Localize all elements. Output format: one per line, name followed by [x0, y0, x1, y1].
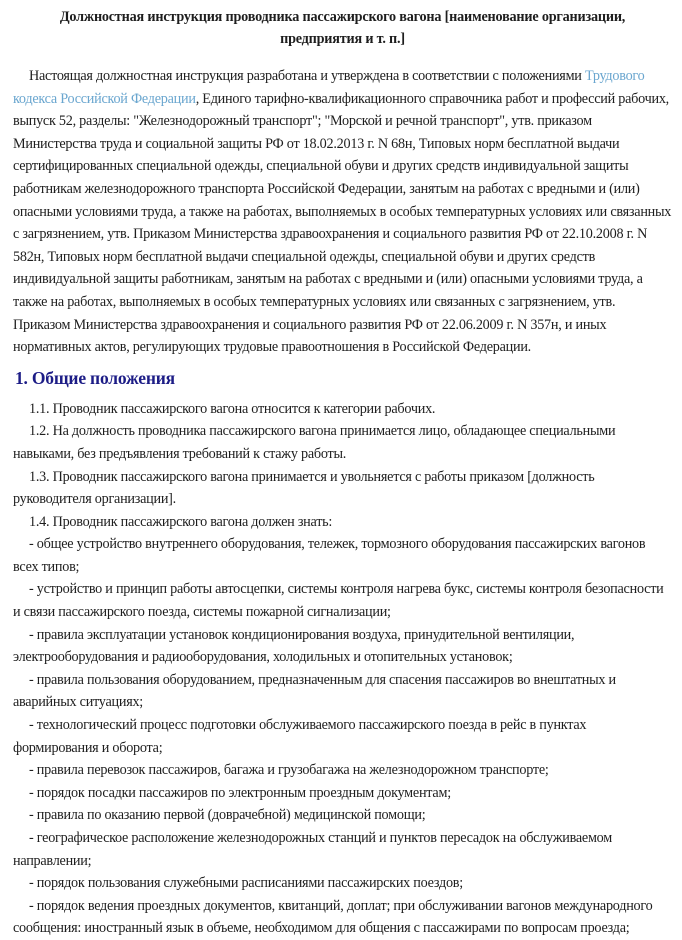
intro-text-before-link: Настоящая должностная инструкция разработана и утверждена в соответствии с положениями	[29, 68, 585, 84]
labor-code-link[interactable]: Трудового кодекса Российской Федерации	[13, 68, 645, 107]
section-heading-general-provisions: 1. Общие положения	[15, 367, 175, 388]
intro-text-after-link: , Единого тарифно-квалификационного справочника работ и профессий рабочих, выпуск 52, разделы: "Железнодорожный транспорт"; "Морской и речной транспорт", утв. приказом Министерства труда и социальной защиты РФ от 18.02.2013 г. N 68н, Типовых норм бесплатной выдачи сертифицированных специальной одежды, специальной обуви и других средств индивидуальной защиты работникам железнодорожного транспорта Российской Федерации, занятым на работах с вредными и (или) опасными условиями труда, а также на работах, выполняемых в особых температурных условиях или связанных с загрязнением, утв. Приказом Министерства здравоохранения и социального развития РФ от 22.10.2008 г. N 582н, Типовых норм бесплатной выдачи специальной одежды, специальной обуви и других средств индивидуальной защиты работникам, занятым на работах с вредными и (или) опасными условиями труда, а также на работах, выполняемых в особых температурных условиях или связанных с загрязнением, утв. Приказом Министерства здравоохранения и социального развития РФ от 22.06.2009 г. N 357н, и иных нормативных актов, регулирующих трудовые правоотношения в Российской Федерации.	[13, 90, 672, 356]
knowledge-item: - общее устройство внутреннего оборудования, тележек, тормозного оборудования пассажирских вагонов всех типов;	[13, 536, 646, 575]
knowledge-item: - правила эксплуатации установок кондиционирования воздуха, принудительной вентиляции, электрооборудования и радиооборудования, холодильных и отопительных установок;	[13, 626, 575, 666]
knowledge-item: - правила пользования оборудованием, предназначенным для спасения пассажиров во внештатных и аварийных ситуациях;	[13, 671, 616, 711]
clause-1-2: 1.2. На должность проводника пассажирского вагона принимается лицо, обладающее специальными навыками, без предъявления требований к стажу работы.	[13, 423, 616, 462]
document-title: Должностная инструкция проводника пассажирского вагона [наименование организации, предприятия и т. п.]	[59, 9, 626, 47]
knowledge-item: - устройство и принцип работы автосцепки, системы контроля нагрева букс, системы контроля безопасности и связи пассажирского поезда, системы пожарной сигнализации;	[13, 581, 664, 621]
knowledge-item: - географическое расположение железнодорожных станций и пунктов пересадок на обслуживаемом направлении;	[13, 830, 612, 869]
clause-1-4: 1.4. Проводник пассажирского вагона должен знать:	[29, 513, 333, 530]
knowledge-item: - технологический процесс подготовки обслуживаемого пассажирского поезда в рейс в пунктах формирования и оборота;	[13, 717, 587, 756]
knowledge-item: - порядок пользования служебными расписаниями пассажирских поездов;	[29, 875, 463, 892]
intro-paragraph	[13, 65, 672, 359]
clause-1-3: 1.3. Проводник пассажирского вагона принимается и увольняется с работы приказом [должность руководителя организации].	[13, 468, 595, 508]
document-page	[0, 6, 682, 940]
knowledge-item: - правила по оказанию первой (доврачебной) медицинской помощи;	[29, 807, 426, 824]
knowledge-item: - правила перевозок пассажиров, багажа и грузобагажа на железнодорожном транспорте;	[29, 762, 549, 779]
knowledge-item: - порядок ведения проездных документов, квитанций, доплат; при обслуживании вагонов международного сообщения: иностранный язык в объеме, необходимом для общения с пассажирами по вопросам проезда;	[13, 897, 653, 937]
clause-1-1: 1.1. Проводник пассажирского вагона относится к категории рабочих.	[29, 400, 436, 417]
knowledge-item: - порядок посадки пассажиров по электронным проездным документам;	[29, 784, 451, 801]
